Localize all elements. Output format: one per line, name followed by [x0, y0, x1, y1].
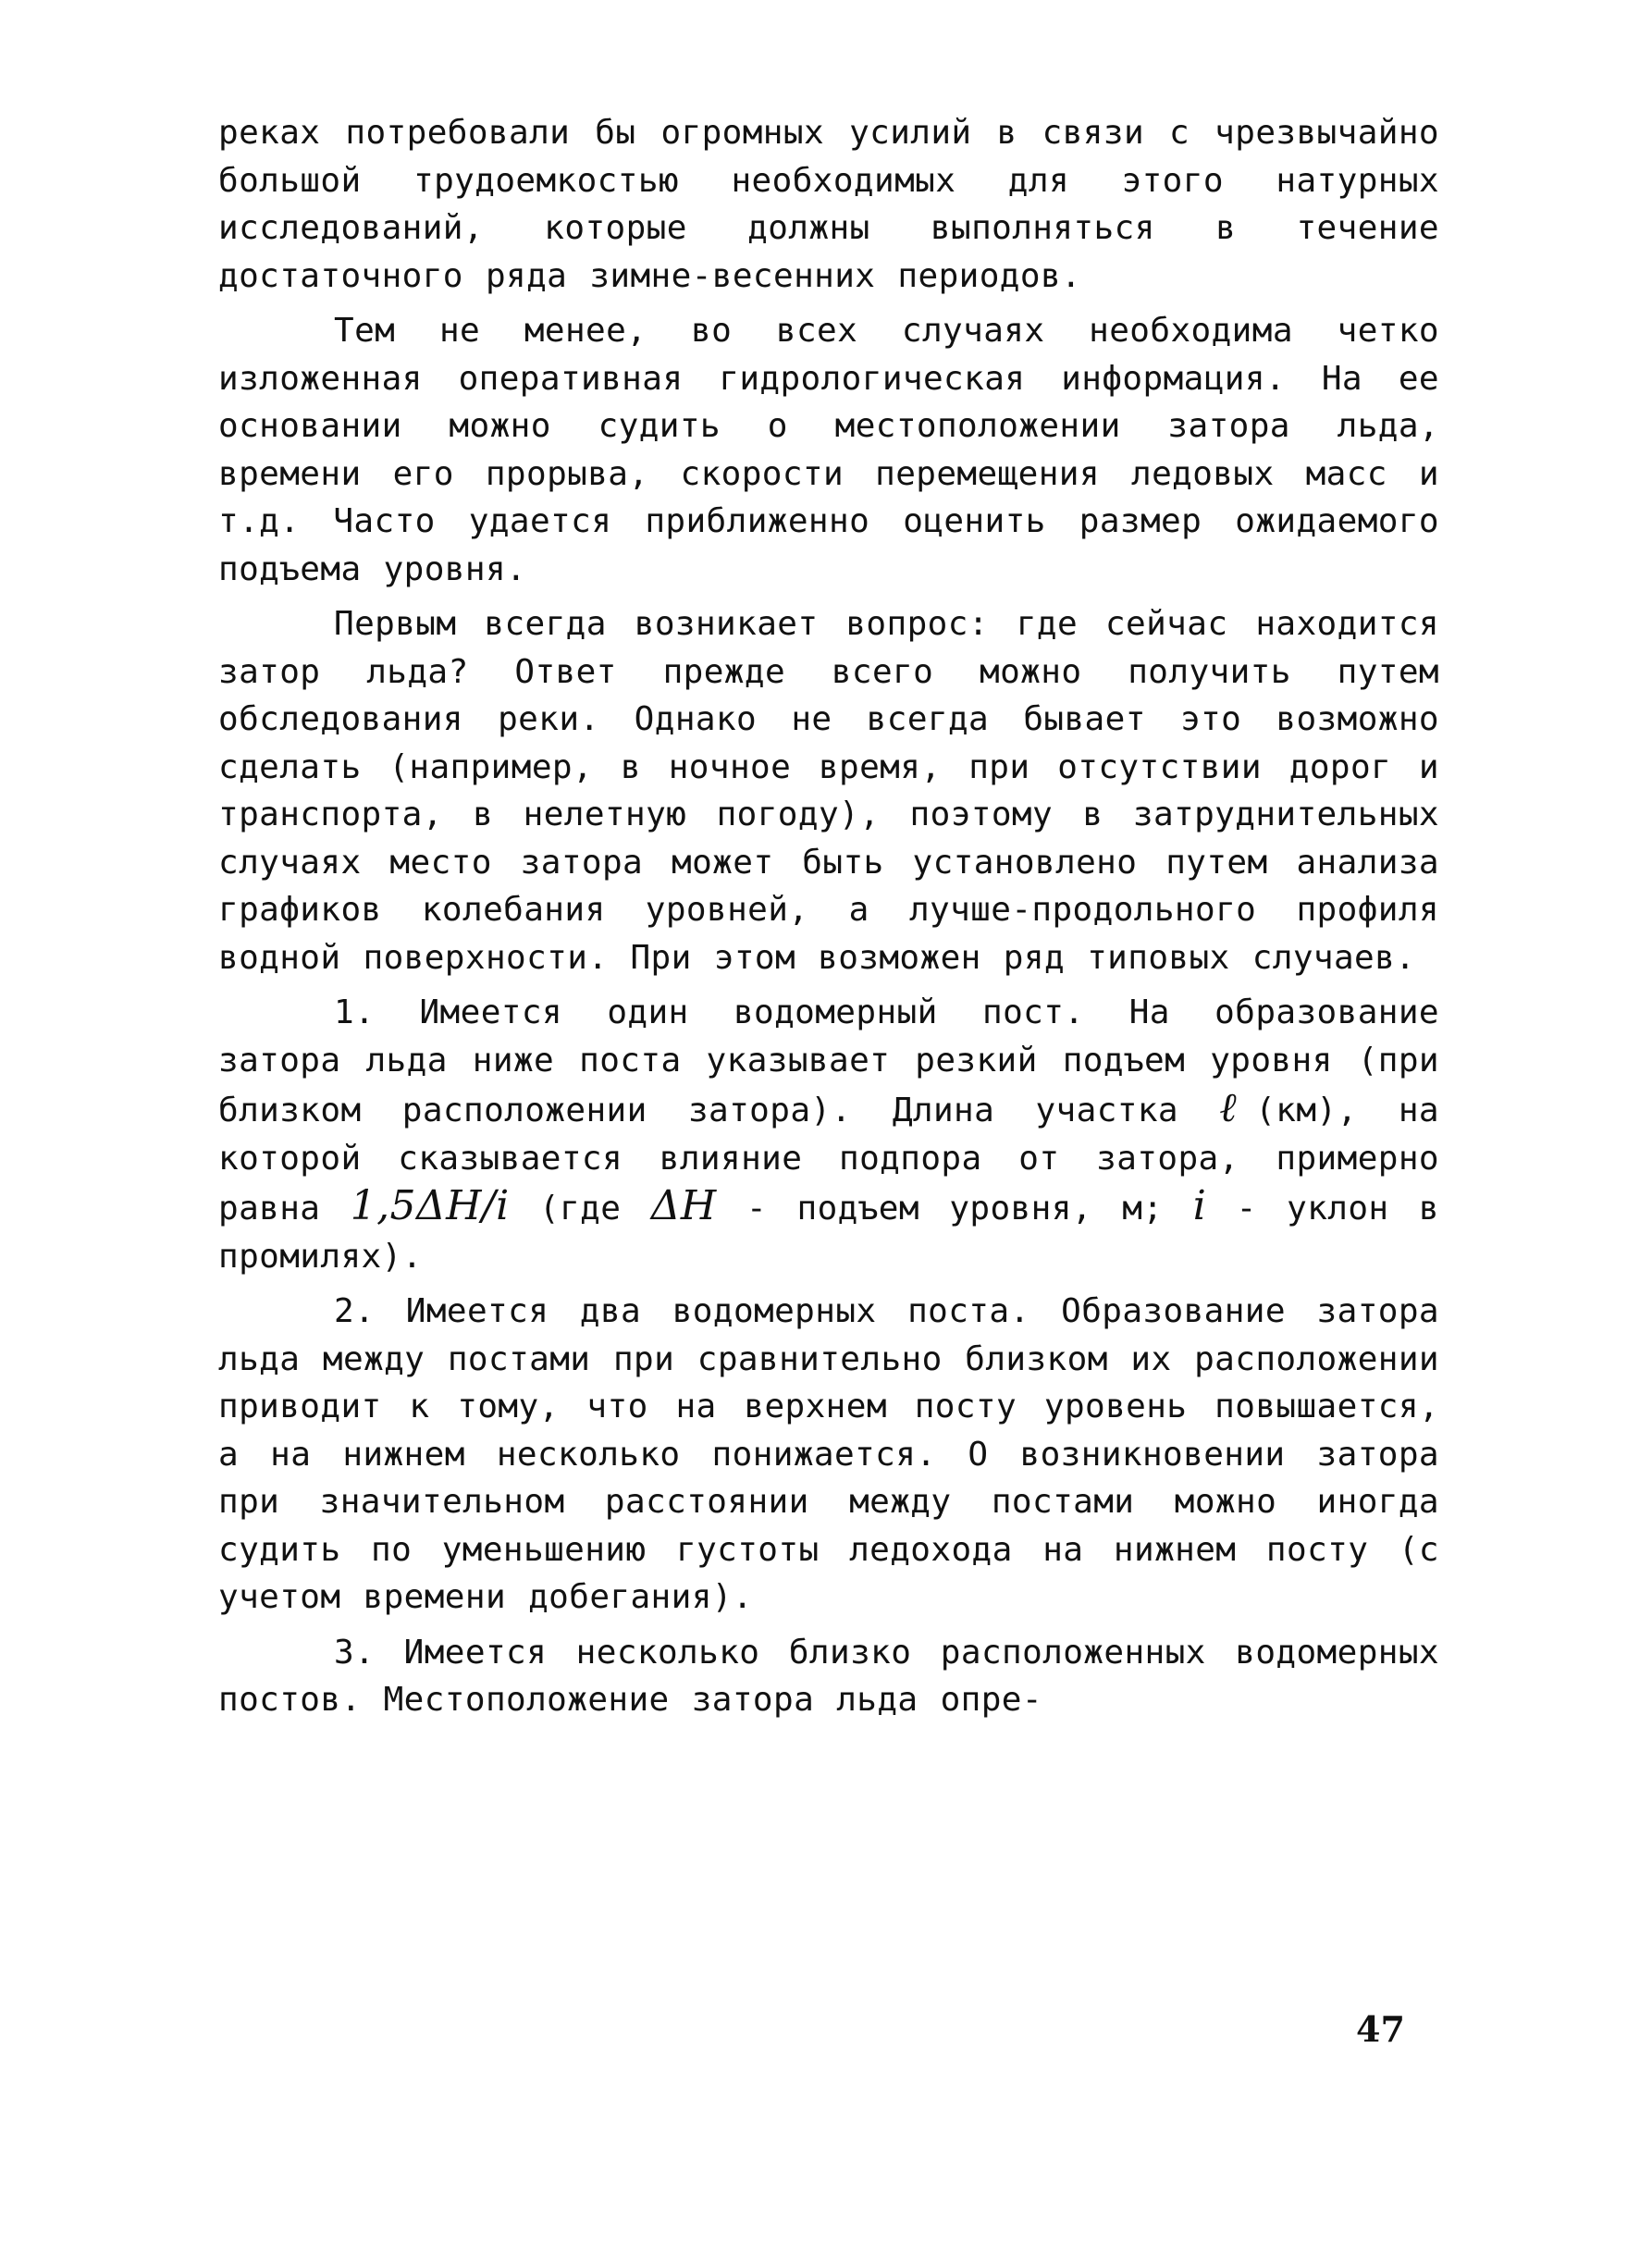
case-1-text-middle-3: - подъем уровня, м;	[716, 1190, 1193, 1228]
case-1-text-middle-1: (км), на которой сказывается влияние подпора от затора, примерно равна	[218, 1092, 1439, 1228]
paragraph-2: Тем не менее, во всех случаях необходима четко изложенная оперативная гидрологическая информация. На ее основании можно судить о местоположении затора льда, времени его прорыва, скорости перемещения ледовых масс и т.д. Часто удается приближенно оценить размер ожидаемого подъема уровня.	[218, 312, 1439, 588]
length-variable: ℓ	[1219, 1084, 1256, 1131]
paragraph-5-case-2: 2. Имеется два водомерных поста. Образование затора льда между постами при сравнительно близком их расположении приводит к тому, что на верхнем посту уровень повышается, а на нижнем несколько понижается. О возникновении затора при значительном расстоянии между постами можно иногда судить по уменьшению густоты ледохода на нижнем посту (с учетом времени добегания).	[218, 1292, 1439, 1616]
backwater-formula: 1,5ΔH/i	[350, 1182, 510, 1229]
paragraph-4-case-1	[218, 989, 1439, 1280]
slope-variable: i	[1192, 1182, 1207, 1229]
level-rise-variable: ΔH	[650, 1182, 717, 1229]
paragraph-1: реках потребовали бы огромных усилий в связи с чрезвычайно большой трудоемкостью необходимых для этого натурных исследований, которые должны выполняться в течение достаточного ряда зимне-весенних периодов.	[218, 114, 1439, 295]
case-1-text-middle-2: (где	[509, 1190, 651, 1228]
case-1-text-start: 1. Имеется один водомерный пост. На образование затора льда ниже поста указывает резкий подъем уровня (при близком расположении затора). Длина участка	[218, 993, 1439, 1129]
case-1-text-end: - уклон в промилях).	[218, 1190, 1439, 1276]
paragraph-3: Первым всегда возникает вопрос: где сейчас находится затор льда? Ответ прежде всего можно получить путем обследования реки. Однако не всегда бывает это возможно сделать (например, в ночное время, при отсутствии дорог и транспорта, в нелетную погоду), поэтому в затруднительных случаях место затора может быть установлено путем анализа графиков колебания уровней, а лучше-продольного профиля водной поверхности. При этом возможен ряд типовых случаев.	[218, 605, 1439, 977]
page-number: 47	[1356, 2008, 1405, 2050]
body-text	[218, 109, 1439, 1732]
paragraph-6-case-3: 3. Имеется несколько близко расположенных водомерных постов. Местоположение затора льда опре-	[218, 1633, 1439, 1719]
